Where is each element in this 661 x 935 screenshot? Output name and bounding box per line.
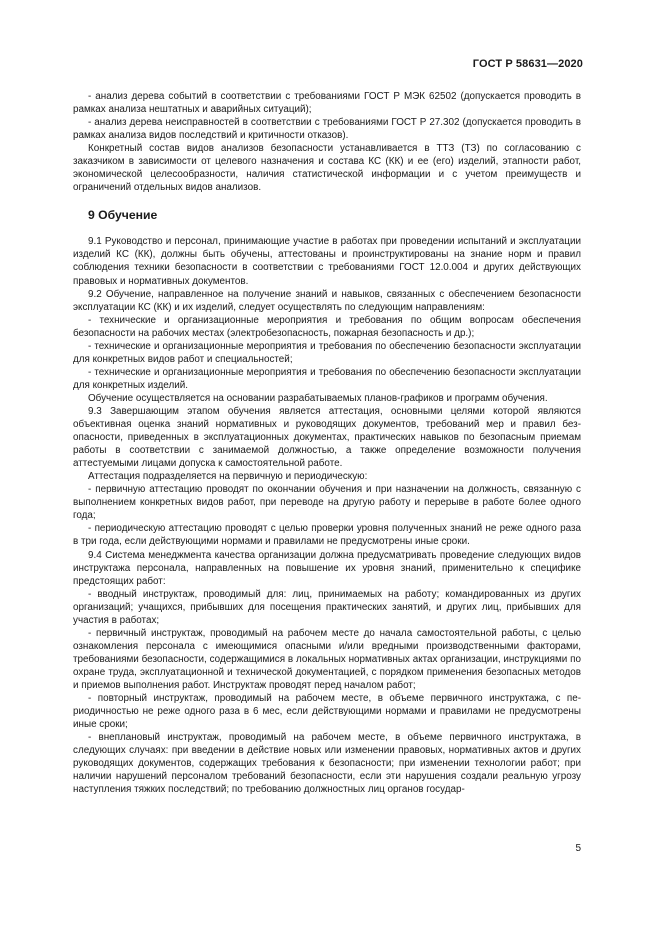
section-heading: 9 Обучение <box>88 208 158 223</box>
list-item: - технические и организационные мероприятия и требования по обеспечению безопасности эксплуатации для конкретных изделий. <box>73 366 581 391</box>
list-item: - технические и организационные мероприятия и требования по общим вопросам обеспечения безопасности на рабочих местах (электробезопасность, пожарная безопасность и др.); <box>73 314 581 339</box>
paragraph: 9.4 Система менеджмента качества организации должна предусматривать проведение следующих видов инструктажа персонала, направленных на повышение их уровня знаний, применительно к специфике предстоящих работ: <box>73 549 581 587</box>
list-item: - периодическую аттестацию проводят с целью проверки уровня полученных знаний не реже одного раза в три года, если действующими нормами и правилами не предусмотрены иные сроки. <box>73 523 581 548</box>
list-item: - первичный инструктаж, проводимый на рабочем месте до начала самостоятельной работы, с целью ознакомления персонала с имеющимися опасными и/или вредными производственными факторами, требованиями безопасности, содержащимися в локальных нормативных актах организации, инструкциями по охране труда, эксплуатационной и технической документацией, с порядком применения безопасных методов и приемов выполнения работ. Инструктаж проводят перед началом работ; <box>73 627 581 691</box>
paragraph: 9.2 Обучение, направленное на получение знаний и навыков, связанных с обеспечением безопасности эксплуатации КС (КК) и их изделий, следует осуществлять по следующим направлениям: <box>73 288 581 313</box>
paragraph: Аттестация подразделяется на первичную и периодическую: <box>88 471 368 483</box>
list-item: - вводный инструктаж, проводимый для: лиц, принимаемых на работу; командированных из других организаций; учащихся, прибывших для посещения практических занятий, и других лиц, прибывших для участия в работах; <box>73 588 581 626</box>
list-item: - первичную аттестацию проводят по окончании обучения и при назначении на должность, связанную с выполнением конкретных видов работ, при переводе на другую работу и перерыве в работе более одного года; <box>73 484 581 522</box>
document-id-header: ГОСТ Р 58631—2020 <box>472 58 583 70</box>
paragraph: - анализ дерева событий в соответствии с требованиями ГОСТ Р МЭК 62502 (допускается проводить в рамках анализа нештатных и аварийных ситуаций); <box>73 91 581 116</box>
list-item: - внеплановый инструктаж, проводимый на рабочем месте, в объеме первичного инструктажа, в следующих случаях: при введении в действие новых или изменении правовых, нормативных актов и других руководящих документов, содержащих требования к безопасности; при изменении технологии работ; при наличии нарушений персоналом требований безопасности, если эти нарушения создали реальную угрозу наступления тяжких последствий; по требованию должностных лиц органов государ- <box>73 732 581 796</box>
paragraph: 9.3 Завершающим этапом обучения является аттестация, основными целями которой являются объективная оценка знаний нормативных и руководящих документов, требований мер и правил безопасности, приведенных в эксплуатационных документах, практических навыков по безопасным приемам работы в соответствии с занимаемой должностью, а также определение возможности получения аттестуемыми лицами допуска к самостоятельной работе. <box>73 405 581 470</box>
paragraph: - анализ дерева неисправностей в соответствии с требованиями ГОСТ Р 27.302 (допускается проводить в рамках анализа видов последствий и критичности отказов). <box>73 117 581 142</box>
paragraph: Обучение осуществляется на основании разрабатываемых планов-графиков и программ обучения. <box>88 392 548 404</box>
list-item: - технические и организационные мероприятия и требования по обеспечению безопасности эксплуатации для конкретных видов работ и специальностей; <box>73 340 581 365</box>
list-item: - повторный инструктаж, проводимый на рабочем месте, в объеме первичного инструктажа, с периодичностью не реже одного раза в 6 мес, если действующими нормами и правилами не предусмотрены иные сроки; <box>73 693 581 731</box>
paragraph: Конкретный состав видов анализов безопасности устанавливается в ТТЗ (ТЗ) по согласованию с заказчиком в зависимости от целевого назначения и состава КС (КК) и ее (его) изделий, этапности работ, экономической целесообразности, наличия статистической информации и с учетом преимуществ и ограничений отдельных видов анализов. <box>73 143 581 194</box>
paragraph: 9.1 Руководство и персонал, принимающие участие в работах при проведении испытаний и эксплуатации изделий КС (КК), должны быть обучены, аттестованы и проинструктированы на знание норм и правил соблюдения техники безопасности в соответствии с требованиями ГОСТ 12.0.004 и других действующих правовых и нормативных документов. <box>73 236 581 287</box>
page-body <box>73 90 581 796</box>
page-number: 5 <box>575 843 581 854</box>
